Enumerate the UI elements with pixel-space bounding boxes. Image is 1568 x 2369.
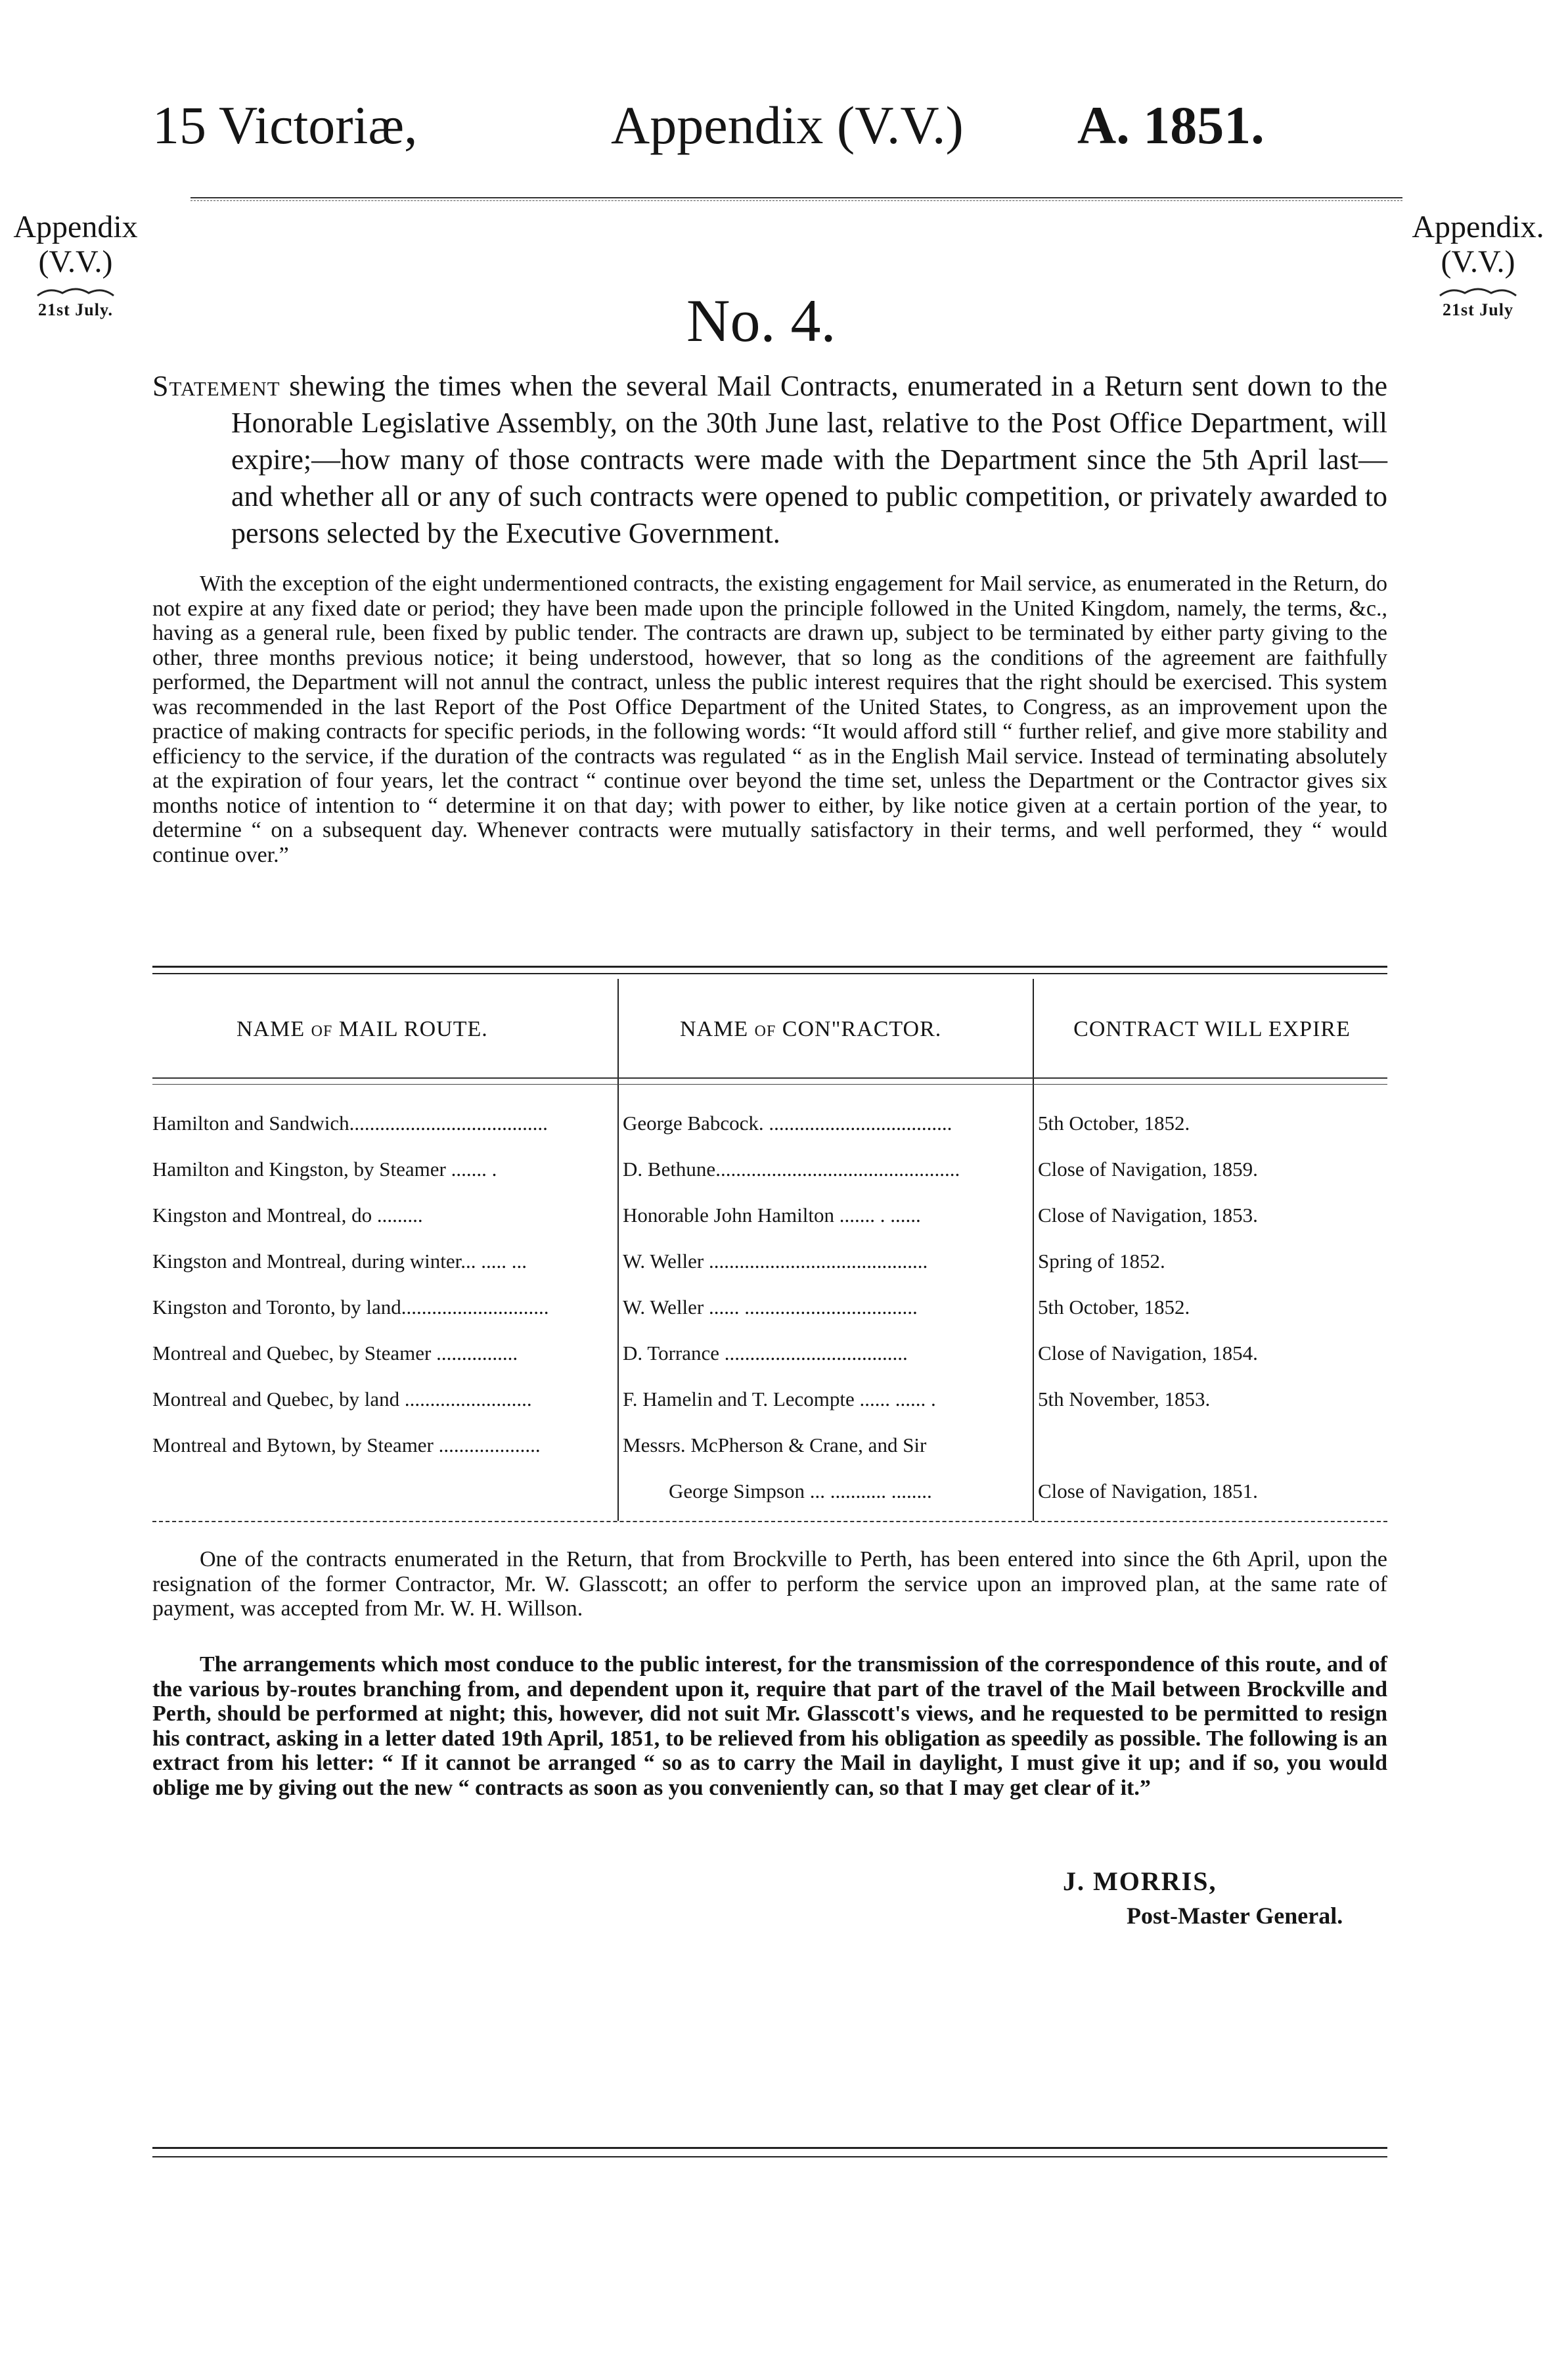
margin-right-date: 21st July (1443, 300, 1513, 319)
statement-text: shewing the times when the several Mail Contracts, enumerated in a Return sent down to the Honorable Legislative Assembly, on the 30th June last, relative to the Post Office Department, will expire;—how many of those contracts were made with the Department since the 5th April last—and whether all or any of such contracts were opened to public competition, or privately awarded to persons selected by the Executive Government. (231, 370, 1388, 549)
table-cell-contractor: George Simpson ... ........... ........ (669, 1479, 932, 1502)
table-top-rule-inner (152, 973, 1387, 974)
table-cell-route: Kingston and Montreal, do ......... (152, 1204, 423, 1227)
column-header-contractor (680, 1017, 941, 1042)
table-cell-contractor: F. Hamelin and T. Lecompte ...... ...... . (623, 1388, 936, 1410)
table-cell-route: Hamilton and Sandwich....................................... (152, 1112, 548, 1135)
header-rule (190, 197, 1402, 201)
signature-title: Post-Master General. (1127, 1903, 1343, 1929)
column-header-route-b: MAIL ROUTE. (338, 1017, 488, 1041)
document-number: No. 4. (686, 287, 836, 354)
column-header-contractor-a: NAME (680, 1017, 749, 1041)
table-top-rule (152, 966, 1387, 968)
table-cell-route: Hamilton and Kingston, by Steamer ....... . (152, 1158, 497, 1181)
table-cell-route: Montreal and Quebec, by Steamer ................ (152, 1342, 518, 1365)
paragraph-arrangements: The arrangements which most conduce to the public interest, for the transmission of the correspondence of this route, and of the various by-routes branching from, and dependent upon it, require that part of the travel of the Mail between Brockville and Perth, should be performed at night; this, however, did not suit Mr. Glasscott's views, and he requested to be permitted to resign his contract, asking in a letter dated 19th April, 1851, to be relieved from his obligation as speedily as possible. The following is an extract from his letter: “ If it cannot be arranged “ so as to carry the Mail in daylight, I must give it up; and if so, you would oblige me by giving out the new “ contracts as soon as you conveniently can, so that I may get clear of it.” (152, 1652, 1387, 1800)
table-cell-contractor: D. Bethune................................................ (623, 1158, 960, 1181)
column-header-expire: CONTRACT WILL EXPIRE (1073, 1017, 1351, 1041)
flourish-icon (1439, 284, 1517, 298)
table-cell-contractor: D. Torrance .................................... (623, 1342, 908, 1365)
column-header-route-a: NAME (236, 1017, 305, 1041)
margin-note-left (0, 210, 151, 319)
paragraph-brockville-contract: One of the contracts enumerated in the Return, that from Brockville to Perth, has been entered into since the 6th April, upon the resignation of the former Contractor, Mr. W. Glasscott; an offer to perform the service upon an improved plan, at the same rate of payment, was accepted from Mr. W. H. Willson. (152, 1547, 1387, 1621)
column-header-route-of: OF (311, 1023, 333, 1040)
margin-left-line2: (V.V.) (38, 244, 113, 279)
table-cell-expire: Close of Navigation, 1859. (1038, 1158, 1258, 1181)
table-header-rule (152, 1077, 1387, 1079)
margin-note-right (1393, 210, 1563, 319)
header-session: 15 Victoriæ, (152, 95, 418, 155)
column-header-route (236, 1017, 488, 1042)
table-cell-expire: Spring of 1852. (1038, 1250, 1165, 1273)
table-cell-expire: 5th October, 1852. (1038, 1296, 1190, 1319)
table-bottom-rule (152, 1521, 1387, 1522)
table-cell-contractor: George Babcock. .................................... (623, 1112, 952, 1135)
table-cell-route: Kingston and Toronto, by land............................. (152, 1296, 549, 1319)
margin-right-line1: Appendix. (1412, 210, 1544, 244)
signature-name: J. MORRIS, (1063, 1866, 1217, 1896)
footer-rule-inner (152, 2156, 1387, 2157)
margin-left-line1: Appendix (13, 210, 138, 244)
table-cell-contractor: W. Weller ...... .................................. (623, 1296, 918, 1319)
table-cell-contractor: Honorable John Hamilton ....... . ...... (623, 1204, 921, 1227)
header-appendix: Appendix (V.V.) (611, 95, 964, 155)
header-year: A. 1851. (1077, 95, 1265, 155)
column-header-contractor-b: CON"RACTOR. (782, 1017, 942, 1041)
table-cell-expire: 5th November, 1853. (1038, 1388, 1211, 1410)
flourish-icon (36, 284, 115, 298)
table-cell-expire: Close of Navigation, 1854. (1038, 1342, 1258, 1365)
table-cell-expire: 5th October, 1852. (1038, 1112, 1190, 1135)
table-cell-expire: Close of Navigation, 1851. (1038, 1479, 1258, 1502)
table-header-rule-inner (152, 1084, 1387, 1085)
paragraph-contracts-system: With the exception of the eight undermentioned contracts, the existing engagement for Mail service, as enumerated in the Return, do not expire at any fixed date or period; they have been made upon the principle followed in the United Kingdom, namely, the terms, &c., having as a general rule, been fixed by public tender. The contracts are drawn up, subject to be terminated by either party giving to the other, three months previous notice; it being understood, however, that so long as the conditions of the agreement are faithfully performed, the Department will not annul the contract, unless the public interest requires that the right should be exercised. This system was recommended in the last Report of the Post Office Department of the United States, to Congress, as an improvement upon the practice of making contracts for specific periods, in the following words: “It would afford still “ further relief, and give more stability and efficiency to the service, if the duration of the contracts was regulated “ as in the English Mail service. Instead of terminating absolutely at the expiration of four years, let the contract “ continue over beyond the time set, unless the Department or the Contractor gives six months notice of intention to “ determine it on that day; with power to either, by like notice given at a certain portion of the year, to determine “ on a subsequent day. Whenever contracts were mutually satisfactory in their terms, and well performed, they “ would continue over.” (152, 572, 1387, 867)
table-cell-route: Montreal and Quebec, by land ......................... (152, 1388, 532, 1410)
margin-right-line2: (V.V.) (1441, 244, 1515, 279)
table-column-divider (617, 979, 619, 1521)
table-cell-contractor: W. Weller ........................................... (623, 1250, 928, 1273)
margin-left-date: 21st July. (37, 300, 114, 319)
statement-paragraph (152, 368, 1387, 552)
table-cell-expire: Close of Navigation, 1853. (1038, 1204, 1258, 1227)
statement-lead: Statement (152, 370, 280, 402)
column-header-contractor-of: OF (754, 1023, 776, 1040)
table-cell-route: Montreal and Bytown, by Steamer .................... (152, 1433, 541, 1456)
footer-rule (152, 2147, 1387, 2149)
table-cell-route: Kingston and Montreal, during winter... ..... ... (152, 1250, 527, 1273)
table-cell-contractor: Messrs. McPherson & Crane, and Sir (623, 1433, 927, 1456)
table-column-divider (1033, 979, 1034, 1521)
